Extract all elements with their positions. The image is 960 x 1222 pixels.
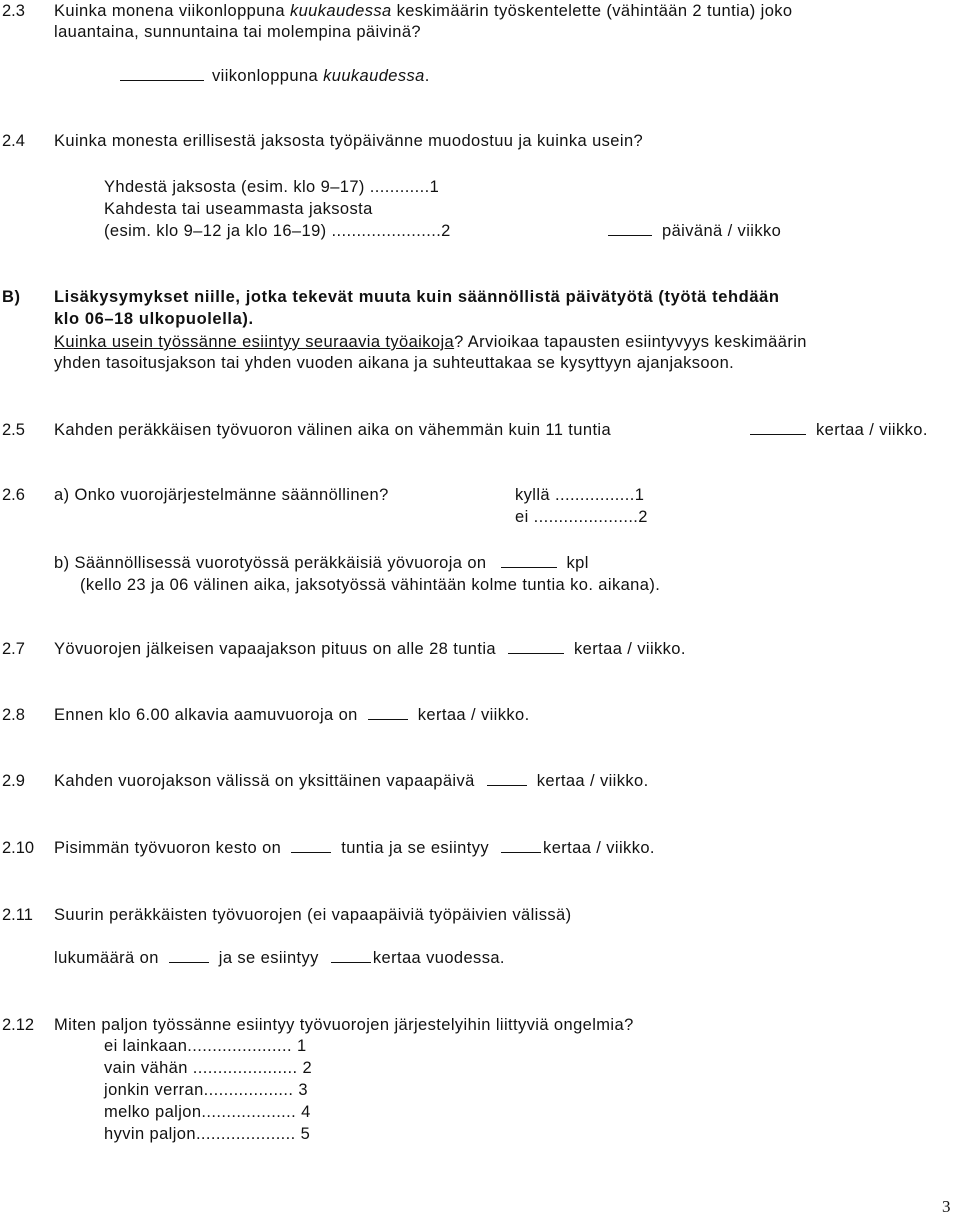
option-item[interactable]: (esim. klo 9–12 ja klo 16–19) ......................2 — [104, 222, 451, 240]
option-no[interactable]: ei .....................2 — [515, 508, 648, 526]
answer-line — [750, 420, 928, 440]
answer-blank[interactable] — [501, 838, 541, 853]
unit-text: kpl — [566, 554, 589, 572]
instruction-text: ? Arvioikaa tapausten esiintyvyys keskimäärin — [454, 333, 807, 351]
question-text-part: Ennen klo 6.00 alkavia aamuvuoroja on — [54, 706, 358, 724]
underlined-text: Kuinka usein työssänne esiintyy seuraavia työaikoja — [54, 333, 455, 351]
answer-blank[interactable] — [750, 420, 806, 435]
option-item[interactable]: hyvin paljon.................... 5 — [104, 1125, 311, 1143]
question-text-part: ja se esiintyy — [218, 949, 319, 967]
answer-text: viikonloppuna — [212, 67, 324, 85]
question-text: a) Onko vuorojärjestelmänne säännöllinen? — [54, 486, 389, 504]
question-text — [54, 1, 793, 21]
question-number: 2.8 — [2, 706, 25, 724]
unit-text: kertaa / viikko. — [536, 772, 649, 790]
page-number: 3 — [942, 1197, 951, 1216]
question-number: 2.12 — [2, 1016, 35, 1034]
unit-text: kertaa vuodessa. — [372, 949, 505, 967]
question-text-part: Yövuorojen jälkeisen vapaajakson pituus on alle 28 tuntia — [54, 640, 497, 658]
question-text-part: Kuinka monena viikonloppuna — [54, 2, 290, 20]
section-instruction-line2: yhden tasoitusjakson tai yhden vuoden aikana ja suhteuttakaa se kysyttyyn ajanjaksoon. — [54, 354, 735, 372]
section-letter: B) — [2, 288, 21, 306]
answer-text: . — [424, 67, 430, 85]
answer-blank[interactable] — [331, 948, 371, 963]
question-text-part: keskimäärin työskentelette (vähintään 2 tuntia) joko — [391, 2, 793, 20]
answer-blank[interactable] — [169, 948, 209, 963]
option-yes[interactable]: kyllä ................1 — [515, 486, 645, 504]
question-number: 2.10 — [2, 839, 35, 857]
question-text-part: lukumäärä on — [54, 949, 159, 967]
question-text-line2: lauantaina, sunnuntaina tai molempina päivinä? — [54, 23, 421, 41]
option-item[interactable]: vain vähän ..................... 2 — [104, 1059, 313, 1077]
option-item[interactable]: Yhdestä jaksosta (esim. klo 9–17) ............1 — [104, 178, 440, 196]
question-text-b — [54, 553, 589, 573]
section-heading: Lisäkysymykset niille, jotka tekevät muuta kuin säännöllistä päivätyötä (työtä tehdään — [54, 288, 780, 306]
section-heading-line2: klo 06–18 ulkopuolella). — [54, 310, 254, 328]
question-text — [54, 705, 530, 725]
emphasis-text: kuukaudessa — [289, 2, 392, 20]
unit-text: päivänä / viikko — [662, 222, 782, 240]
question-text-part: b) Säännöllisessä vuorotyössä peräkkäisiä yövuoroja on — [54, 554, 487, 572]
answer-blank[interactable] — [368, 705, 408, 720]
unit-text: kertaa / viikko. — [574, 640, 686, 658]
question-number: 2.3 — [2, 2, 25, 20]
question-number: 2.9 — [2, 772, 25, 790]
question-text-part: Pisimmän työvuoron kesto on — [54, 839, 282, 857]
question-text: Kahden peräkkäisen työvuoron välinen aika on vähemmän kuin 11 tuntia — [54, 421, 612, 439]
question-number: 2.11 — [2, 906, 33, 924]
option-item[interactable]: Kahdesta tai useammasta jaksosta — [104, 200, 373, 218]
unit-text: kertaa / viikko. — [543, 839, 655, 857]
answer-blank[interactable] — [487, 771, 527, 786]
option-item[interactable]: jonkin verran.................. 3 — [104, 1081, 308, 1099]
question-note: (kello 23 ja 06 välinen aika, jaksotyössä vähintään kolme tuntia ko. aikana). — [80, 576, 661, 594]
answer-blank[interactable] — [608, 221, 652, 236]
question-number: 2.5 — [2, 421, 25, 439]
answer-blank[interactable] — [120, 66, 204, 81]
answer-line — [120, 66, 430, 86]
question-text — [54, 771, 649, 791]
answer-line — [608, 221, 781, 241]
question-text — [54, 838, 655, 858]
emphasis-text: kuukaudessa — [323, 67, 425, 85]
unit-text: kertaa / viikko. — [417, 706, 530, 724]
answer-blank[interactable] — [508, 639, 564, 654]
section-instruction — [54, 332, 807, 352]
question-text-part: tuntia ja se esiintyy — [341, 839, 490, 857]
option-item[interactable]: ei lainkaan..................... 1 — [104, 1037, 307, 1055]
question-text: Suurin peräkkäisten työvuorojen (ei vapaapäiviä työpäivien välissä) — [54, 906, 572, 924]
unit-text: kertaa / viikko. — [816, 421, 928, 439]
question-number: 2.7 — [2, 640, 25, 658]
question-text — [54, 639, 686, 659]
question-text: Miten paljon työssänne esiintyy työvuorojen järjestelyihin liittyviä ongelmia? — [54, 1016, 634, 1034]
option-item[interactable]: melko paljon................... 4 — [104, 1103, 311, 1121]
question-text-part: Kahden vuorojakson välissä on yksittäinen vapaapäivä — [54, 772, 475, 790]
question-number: 2.6 — [2, 486, 25, 504]
answer-blank[interactable] — [291, 838, 331, 853]
question-number: 2.4 — [2, 132, 25, 150]
question-text-line2 — [54, 948, 505, 968]
question-text: Kuinka monesta erillisestä jaksosta työpäivänne muodostuu ja kuinka usein? — [54, 132, 644, 150]
answer-blank[interactable] — [501, 553, 557, 568]
